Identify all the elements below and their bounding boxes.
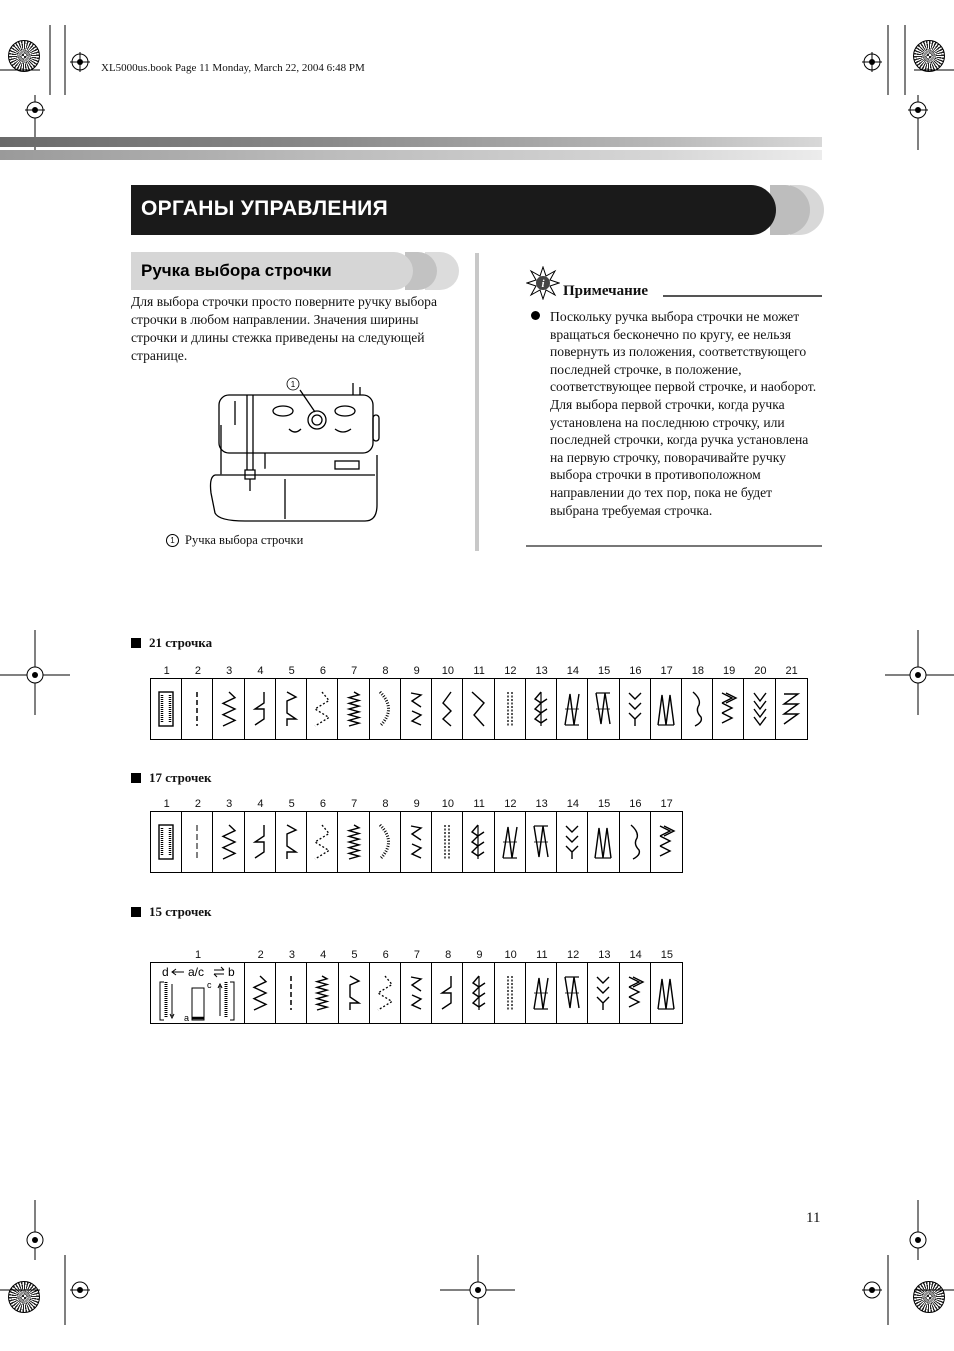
stitch-number: 15 [598,665,611,677]
stitch-number: 1 [163,798,170,810]
stitch-cell [276,963,307,1023]
stitch-number: 3 [288,949,295,961]
stitch-number: 2 [194,798,201,810]
note-rule [663,295,822,297]
stitch-number: 7 [351,798,358,810]
serpentine-stitch-icon [687,689,707,729]
stitch-number: 1 [163,665,170,677]
stitch-cell [495,679,526,739]
stitch-table-21 [150,678,808,740]
stitch-number: 13 [535,798,548,810]
stitch-number: 6 [382,949,389,961]
arrow-down-stitch-icon [625,689,645,729]
arrow-down-stitch-icon [593,973,613,1013]
tight-zigzag-stitch-icon [344,689,364,729]
stitch-cell [651,812,682,872]
straight-dash-stitch-icon [187,689,207,729]
stitch-cell [401,963,432,1023]
caption-text: Ручка выбора строчки [185,533,304,547]
stitch-cell [620,679,651,739]
stitch-number: 12 [567,949,580,961]
stitch-cell [651,963,682,1023]
stitch-number: 17 [660,798,673,810]
print-header: XL5000us.book Page 11 Monday, March 22, 2004 6:48 PM [101,62,365,74]
note-star-icon [526,266,560,300]
stitch-number: 10 [504,949,517,961]
crescent-stitch-icon [375,689,395,729]
stitch-cell [557,812,588,872]
stitch-number: 12 [504,665,517,677]
stitch-cell [463,963,494,1023]
figure-caption [166,533,303,548]
svg-text:i: i [541,278,545,290]
chevron-down-stitch-icon [750,689,770,729]
stitch-cell [588,963,619,1023]
stitch-number: 20 [754,665,767,677]
stitch-cell [432,679,463,739]
label-d: d [162,965,170,979]
triangle-rev-stitch-icon [593,689,613,729]
label-a: a [184,1013,190,1022]
blind-hem-stitch-icon [250,822,270,862]
stitch-cell [620,812,651,872]
stitch-cell [370,963,401,1023]
stitch-number: 5 [351,949,358,961]
stitch-number: 17 [660,665,673,677]
stitch-cell [245,679,276,739]
note-bullet [531,311,540,320]
stitch-cell [495,812,526,872]
stitch-number: 10 [441,798,454,810]
table-label-21 [131,635,212,651]
stitch-cell [338,812,369,872]
top-band-light [0,150,822,160]
stitch-cell [307,679,338,739]
triangle-rev-stitch-icon [531,822,551,862]
stitch-number: 16 [629,665,642,677]
mountain-stitch-icon [656,973,676,1013]
note-text: Поскольку ручка выбора строчки не может вращаться бесконечно по кругу, ее нельзя повернуть из положения, соответствующего последней строчке, в положение, соответствующее первой строчке, и наоборот. Для выбора первой строчки, когда ручка установлена на последнюю строчку, или последней строчки, когда ручка установлена на первую строчку, поворачивайте ручку выбора строчки в противоположном направлении до тех пор, пока не будет выбрана требуемая строчка. [550,309,817,518]
stitch-number: 7 [351,665,358,677]
label-b: b [228,965,236,979]
stitch-numbers-17 [151,798,682,812]
stitch-number: 9 [413,798,420,810]
label-c: c [207,980,212,990]
stitch-cell [276,679,307,739]
stitch-table-17 [150,811,683,873]
stitch-cell [307,963,338,1023]
stitch-cell [151,963,245,1023]
stitch-cell [245,812,276,872]
stitch-number: 9 [476,949,483,961]
sewing-machine-illustration [205,375,385,525]
crescent-stitch-icon [375,822,395,862]
stitch-cell [182,812,213,872]
stitch-number: 6 [319,665,326,677]
bullet-square [131,907,141,917]
stitch-number: 16 [629,798,642,810]
buttonhole-stitch-icon [156,689,176,729]
stitch-number: 4 [257,665,264,677]
wave-stitch-icon [781,689,801,729]
top-band-dark [0,137,822,147]
stitch-number: 14 [566,798,579,810]
dotted-zigzag-stitch-icon [375,973,395,1013]
buttonhole-stitch-icon [156,822,176,862]
stitch-cell [401,812,432,872]
stitch-cell [276,812,307,872]
stitch-numbers-15 [151,949,682,963]
stitch-cell [401,679,432,739]
zigzag-stitch-icon [250,973,270,1013]
feather-stitch-icon [468,822,488,862]
triangle-stitch-icon [562,689,582,729]
stitch-number: 10 [441,665,454,677]
page-number: 11 [806,1210,821,1226]
section-title: ОРГАНЫ УПРАВЛЕНИЯ [141,197,388,220]
stitch-cell [526,812,557,872]
blind-hem-rev-stitch-icon [344,973,364,1013]
stitch-cell [495,963,526,1023]
triple-straight-stitch-icon [500,973,520,1013]
zigzag-stitch-icon [219,822,239,862]
stitch-number: 6 [319,798,326,810]
elastic-stitch-icon [468,689,488,729]
stitch-cell [526,963,557,1023]
stitch-number: 19 [723,665,736,677]
stitch-cell [307,812,338,872]
stitch-number: 18 [691,665,704,677]
note-bottom-rule [526,545,822,547]
table-label-text: 17 строчек [149,770,212,785]
blind-hem-stitch-icon [437,973,457,1013]
tight-zigzag-stitch-icon [344,822,364,862]
label-ac: a/c [188,965,205,979]
stitch-cell [557,963,588,1023]
stitch-cell [463,812,494,872]
stitch-number: 12 [504,798,517,810]
stitch-number: 8 [445,949,452,961]
stitch-number: 2 [194,665,201,677]
chevron-right-stitch-icon [625,973,645,1013]
stitch-cell [744,679,775,739]
stitch-cell [245,963,276,1023]
stitch-number: 11 [473,665,485,677]
feather-stitch-icon [469,973,489,1013]
blind-hem-rev-stitch-icon [281,689,301,729]
stitch-cell [370,812,401,872]
stitch-number: 14 [566,665,579,677]
mountain-stitch-icon [593,822,613,862]
stitch-number: 21 [785,665,798,677]
stitch-number: 3 [226,665,233,677]
stretch-blind-stitch-icon [406,973,426,1013]
stitch-number: 4 [257,798,264,810]
serpentine-stitch-icon [625,822,645,862]
stitch-cell [682,679,713,739]
subsection-title: Ручка выбора строчки [141,261,332,280]
stitch-cell [620,963,651,1023]
stitch-number: 14 [629,949,642,961]
stitch-number: 5 [288,798,295,810]
arrow-down-stitch-icon [562,822,582,862]
tight-zigzag-stitch-icon [312,973,332,1013]
stitch-number: 9 [413,665,420,677]
mountain-stitch-icon [656,689,676,729]
stitch-cell [213,679,244,739]
figure-callout-number: 1 [290,380,296,389]
dotted-zigzag-stitch-icon [312,822,332,862]
stitch-number: 13 [535,665,548,677]
stitch-cell [151,679,182,739]
stitch-numbers-21 [151,665,807,679]
stitch-number: 7 [413,949,420,961]
stitch-number: 13 [598,949,611,961]
zigzag-stitch-icon [219,689,239,729]
intro-paragraph: Для выбора строчки просто поверните ручку выбора строчки в любом направлении. Значения ширины строчки и длины стежка приведены на следующей странице. [131,294,438,363]
stitch-cell [432,963,463,1023]
chevron-right-stitch-icon [656,822,676,862]
feather-stitch-icon [531,689,551,729]
triangle-stitch-icon [531,973,551,1013]
bullet-square [131,773,141,783]
stretch-blind-stitch-icon [406,822,426,862]
table-label-17 [131,770,212,786]
stitch-cell [588,679,619,739]
stitch-number: 3 [226,798,233,810]
table-label-text: 21 строчка [149,635,213,650]
dotted-zigzag-stitch-icon [312,689,332,729]
blind-hem-stitch-icon [250,689,270,729]
stitch-cell [213,812,244,872]
arrow-left-stitch-icon [437,689,457,729]
stitch-cell [588,812,619,872]
stitch-cell [526,679,557,739]
stitch-cell [338,679,369,739]
stitch-cell [182,679,213,739]
thin-dash-stitch-icon [187,822,207,862]
triangle-stitch-icon [500,822,520,862]
stitch-number: 11 [473,798,485,810]
stitch-cell [713,679,744,739]
triple-straight-stitch-icon [437,822,457,862]
stitch-cell [370,679,401,739]
table-label-15 [131,904,212,920]
table-label-text: 15 строчек [149,904,212,919]
triangle-rev-stitch-icon [562,973,582,1013]
note-title: Примечание [563,283,649,299]
stitch-cell [432,812,463,872]
stitch-number: 1 [194,949,202,961]
stitch-number: 5 [288,665,295,677]
stretch-blind-stitch-icon [406,689,426,729]
stitch-cell [463,679,494,739]
stitch-cell [651,679,682,739]
four-step-buttonhole-icon [152,964,242,1022]
stitch-number: 4 [320,949,327,961]
stitch-cell [339,963,370,1023]
stitch-cell [557,679,588,739]
straight-dash-stitch-icon [281,973,301,1013]
caption-callout-number: 1 [166,534,179,547]
stitch-cell [776,679,807,739]
chevron-right-stitch-icon [718,689,738,729]
stitch-table-15 [150,962,683,1024]
column-divider [475,253,479,551]
stitch-number: 8 [382,798,389,810]
triple-straight-stitch-icon [500,689,520,729]
blind-hem-rev-stitch-icon [281,822,301,862]
stitch-number: 15 [598,798,611,810]
stitch-number: 2 [257,949,264,961]
stitch-number: 15 [660,949,673,961]
bullet-square [131,638,141,648]
stitch-number: 8 [382,665,389,677]
stitch-cell [151,812,182,872]
stitch-number: 11 [536,949,548,961]
